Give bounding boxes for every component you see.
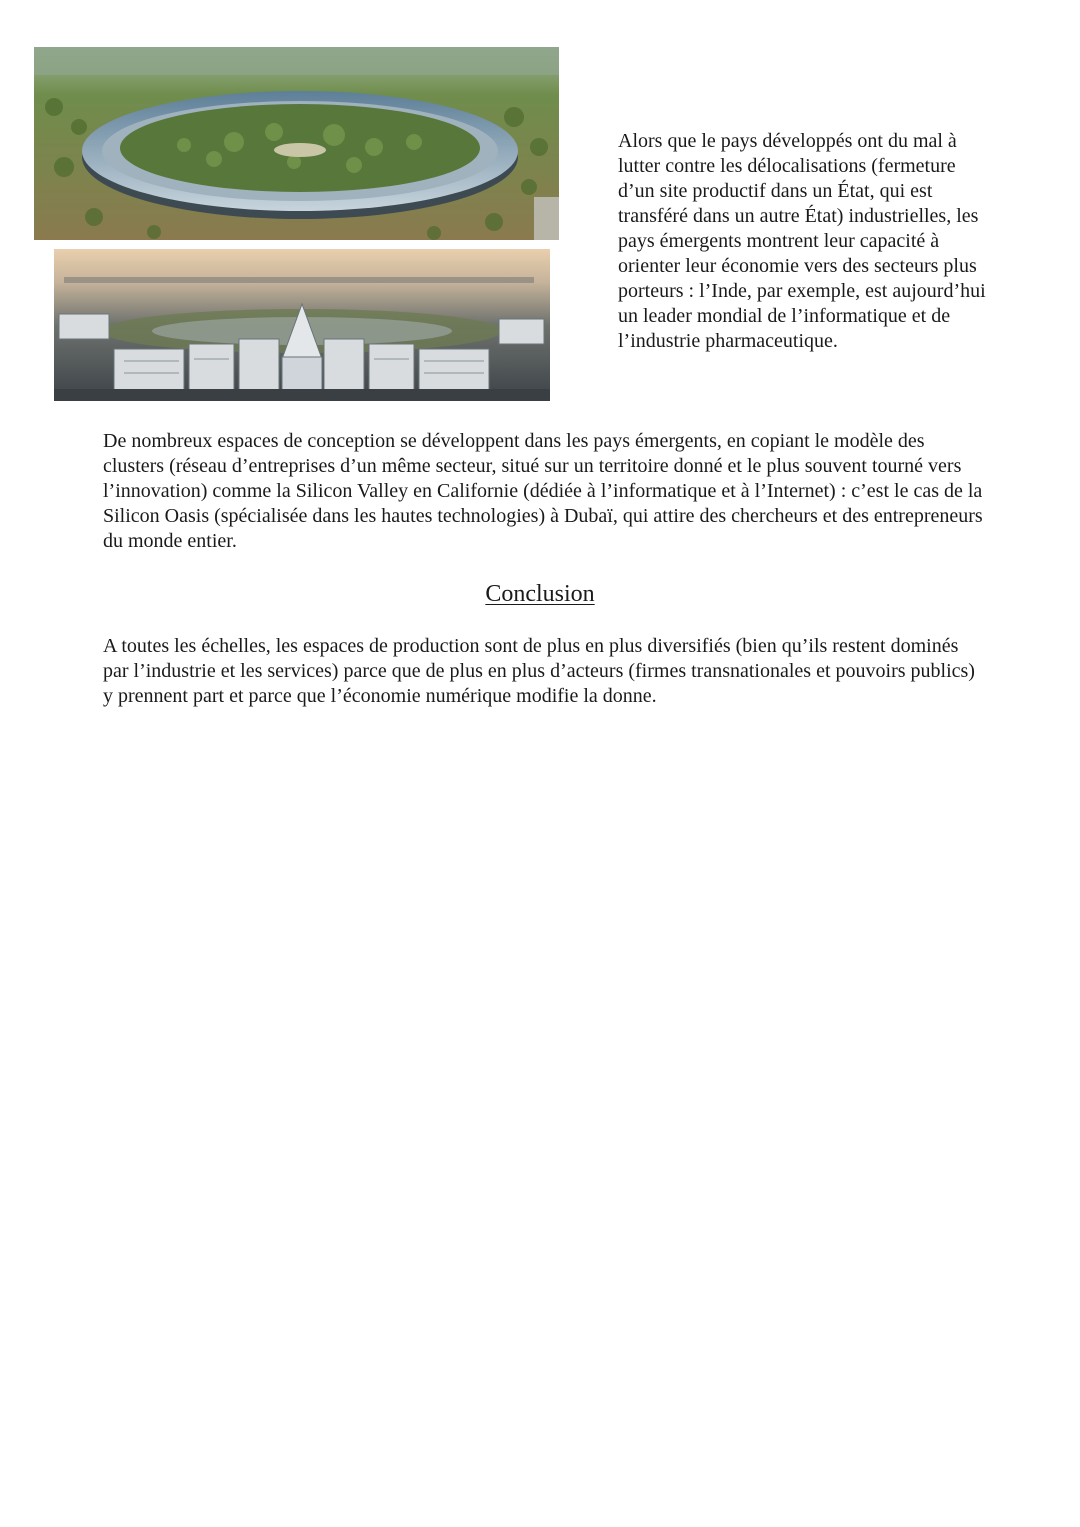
conclusion-heading [0, 579, 1080, 609]
side-paragraph: Alors que le pays développés ont du mal à lutter contre les délocalisations (fermeture d’un site productif dans un État, qui est transféré dans un autre État) industrielles, les pays émergents montrent leur capacité à orienter leur économie vers des secteurs plus porteurs : l’Inde, par exemple, est aujourd’hui un leader mondial de l’informatique et de l’industrie pharmaceutique. [618, 130, 986, 352]
conclusion-heading-text: Conclusion [485, 581, 595, 607]
clusters-paragraph: De nombreux espaces de conception se développent dans les pays émergents, en copiant le modèle des clusters (réseau d’entreprises d’un même secteur, situé sur un territoire donné et le plus souvent tourné vers l’innovation) comme la Silicon Valley en Californie (dédiée à l’informatique et à l’Internet) : c’est le cas de la Silicon Oasis (spécialisée dans les hautes technologies) à Dubaï, qui attire des chercheurs et des entrepreneurs du monde entier. [103, 430, 983, 552]
conclusion-paragraph: A toutes les échelles, les espaces de production sont de plus en plus diversifiés (bien qu’ils restent dominés par l’industrie et les services) parce que de plus en plus d’acteurs (firmes transnationales et pouvoirs publics) y prennent part et parce que l’économie numérique modifie la donne. [103, 635, 975, 707]
dubai-silicon-oasis-aerial-photo [54, 249, 550, 401]
apple-park-aerial-photo [34, 47, 559, 240]
